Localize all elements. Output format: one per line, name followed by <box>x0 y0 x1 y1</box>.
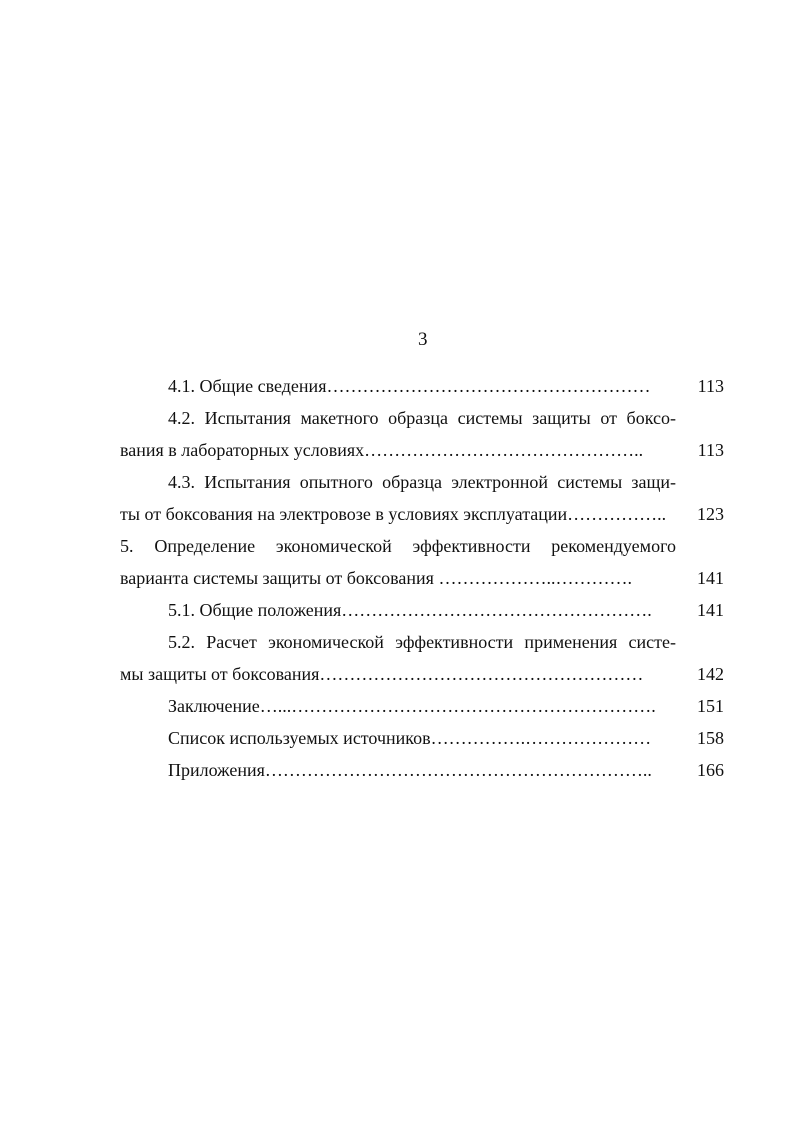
toc-page-4-3: 123 <box>697 504 724 524</box>
toc-page-4-1: 113 <box>697 376 724 396</box>
toc-entry-appendices: Приложения……………………………………………………….. <box>168 760 652 780</box>
toc-entry-4-3-line-2: ты от боксования на электровозе в условиях эксплуатации…………….. <box>120 504 667 524</box>
toc-entry-4-2-line-1: 4.2. Испытания макетного образца системы защиты от боксо- <box>168 408 676 428</box>
toc-entry-4-2-line-2: вания в лабораторных условиях……………………………………….. <box>120 440 644 460</box>
toc-entry-5-2-line-2: мы защиты от боксования……………………………………………… <box>120 664 644 684</box>
toc-entry-5-line-2: варианта системы защиты от боксования ………………..…………. <box>120 568 632 588</box>
toc-page-references: 158 <box>697 728 724 748</box>
toc-entry-5-2-line-1: 5.2. Расчет экономической эффективности применения систе- <box>168 632 676 652</box>
toc-entry-conclusion: Заключение…...……………………………………………………. <box>168 696 656 716</box>
toc-page-5-1: 141 <box>697 600 724 620</box>
toc-entry-5-1: 5.1. Общие положения……………………………………………. <box>168 600 652 620</box>
toc-page-5: 141 <box>697 568 724 588</box>
toc-entry-4-1: 4.1. Общие сведения……………………………………………… <box>168 376 651 396</box>
toc-page-appendices: 166 <box>697 760 724 780</box>
toc-entry-5-line-1: 5. Определение экономической эффективности рекомендуемого <box>120 536 676 556</box>
toc-entry-4-3-line-1: 4.3. Испытания опытного образца электронной системы защи- <box>168 472 676 492</box>
page-number: 3 <box>418 329 428 350</box>
toc-page-conclusion: 151 <box>697 696 724 716</box>
toc-page-5-2: 142 <box>697 664 724 684</box>
toc-entry-references: Список используемых источников…………….………………… <box>168 728 652 748</box>
toc-page-4-2: 113 <box>697 440 724 460</box>
